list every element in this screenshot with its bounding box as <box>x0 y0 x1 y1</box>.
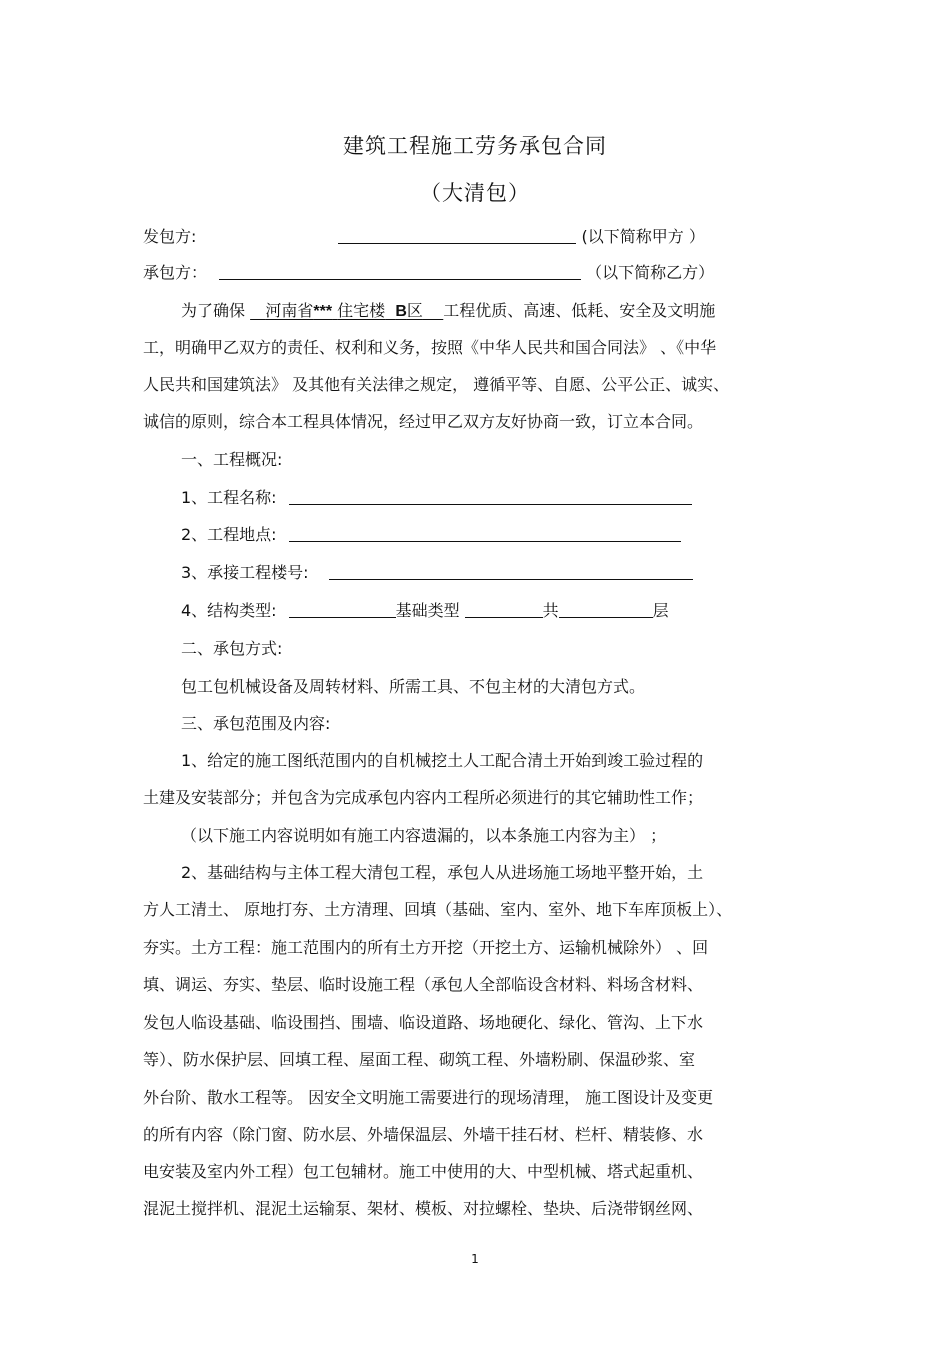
project-name-blank <box>289 488 692 505</box>
section2-text: 包工包机械设备及周转材料、所需工具、不包主材的大清包方式。 <box>181 677 646 696</box>
page-number: 1 <box>471 1252 479 1266</box>
section3-line-13: 混泥土搅拌机、混泥土运输泵、架材、模板、对拉螺栓、垫块、后浇带钢丝网、 <box>143 1199 704 1218</box>
floors-blank <box>559 601 653 618</box>
structure-type-blank <box>289 601 396 618</box>
project-name-zone-letter: B <box>395 303 407 320</box>
contractor-label: 承包方： <box>143 263 208 282</box>
section3-line-11: 的所有内容（除门窗、防水层、外墙保温层、外墙干挂石材、栏杆、精装修、水 <box>143 1125 704 1144</box>
foundation-type-blank <box>465 601 543 618</box>
section3-line-2: 土建及安装部分；并包含为完成承包内容内工程所必须进行的其它辅助性工作； <box>143 788 704 807</box>
section1-heading: 一、工程概况: <box>181 450 283 469</box>
section3-line-8: 发包人临设基础、临设围挡、围墙、临设道路、场地硬化、绿化、管沟、上下水 <box>143 1013 704 1032</box>
project-name <box>250 301 443 320</box>
structure-type-label: 4、结构类型: <box>181 601 277 620</box>
total-label: 共 <box>542 601 559 620</box>
contractor-blank <box>219 263 581 280</box>
building-number-label: 3、承接工程楼号: <box>181 563 309 582</box>
employer-line <box>143 226 705 248</box>
foundation-type-label: 基础类型 <box>395 601 460 620</box>
section3-line-10: 外台阶、散水工程等。 因安全文明施工需要进行的现场清理， 施工图设计及变更 <box>143 1088 714 1107</box>
section3-line-6: 夯实。土方工程：施工范围内的所有土方开挖（开挖土方、运输机械除外） 、回 <box>143 938 709 957</box>
document-subtitle: （大清包） <box>420 181 530 205</box>
intro-line-2: 工，明确甲乙双方的责任、权利和义务，按照《中华人民共和国合同法》 、《中华 <box>143 338 717 357</box>
section2-heading: 二、承包方式: <box>181 639 283 658</box>
intro-line-4: 诚信的原则，综合本工程具体情况，经过甲乙双方友好协商一致，订立本合同。 <box>143 412 704 431</box>
employer-blank <box>338 227 576 244</box>
document-title: 建筑工程施工劳务承包合同 <box>343 134 607 158</box>
project-name-stars: *** <box>313 303 333 320</box>
project-name-line <box>181 487 692 509</box>
section3-line-12: 电安装及室内外工程）包工包辅材。施工中使用的大、中型机械、塔式起重机、 <box>143 1162 704 1181</box>
project-name-label: 1、工程名称: <box>181 488 277 507</box>
intro-line-1 <box>181 300 715 323</box>
project-name-province: 河南省 <box>265 301 314 320</box>
building-number-blank <box>329 563 693 580</box>
intro-line-3: 人民共和国建筑法》 及其他有关法律之规定， 遵循平等、自愿、公平公正、诚实、 <box>143 375 730 394</box>
building-number-line <box>181 562 693 584</box>
project-location-blank <box>289 525 681 542</box>
project-name-building: 住宅楼 <box>337 301 386 320</box>
floors-label: 层 <box>652 601 669 620</box>
section3-line-4: 2、基础结构与主体工程大清包工程，承包人从进场施工场地平整开始，土 <box>181 863 704 882</box>
employer-note: (以下简称甲方 ） <box>581 227 705 246</box>
contractor-note: （以下简称乙方） <box>586 263 715 282</box>
project-location-label: 2、工程地点: <box>181 525 277 544</box>
section3-line-7: 填、调运、夯实、垫层、临时设施工程（承包人全部临设含材料、料场含材料、 <box>143 975 704 994</box>
intro-prefix: 为了确保 <box>181 301 246 320</box>
section3-line-5: 方人工清土、 原地打夯、土方清理、回填（基础、室内、室外、地下车库顶板上）、 <box>143 900 733 919</box>
section3-line-9: 等）、防水保护层、回填工程、屋面工程、砌筑工程、外墙粉刷、保温砂浆、室 <box>143 1050 696 1069</box>
intro-suffix: 工程优质、高速、低耗、安全及文明施 <box>443 301 716 320</box>
project-location-line <box>181 524 681 546</box>
section3-line-3: （以下施工内容说明如有施工内容遗漏的，以本条施工内容为主） ； <box>181 826 667 845</box>
section3-heading: 三、承包范围及内容: <box>181 714 331 733</box>
project-name-zone: 区 <box>406 301 423 320</box>
structure-type-line <box>181 600 669 622</box>
employer-label: 发包方: <box>143 227 197 246</box>
section3-line-1: 1、给定的施工图纸范围内的自机械挖土人工配合清土开始到竣工验过程的 <box>181 751 704 770</box>
contractor-line <box>143 262 714 284</box>
